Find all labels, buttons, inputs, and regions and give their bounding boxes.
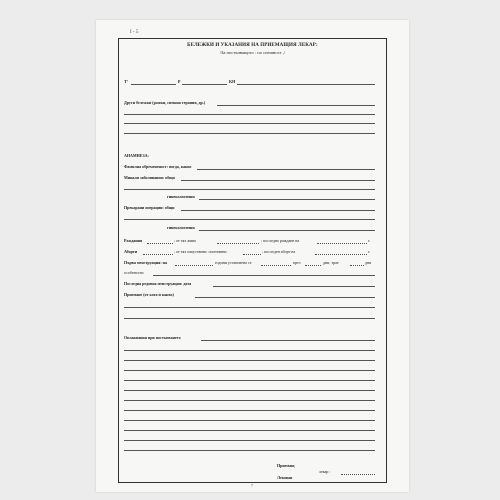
temperature-label: T° (124, 79, 129, 84)
surgeries-line (181, 210, 375, 211)
last-menstruation-label: Последна редовна менструация: дата (124, 281, 192, 286)
births-label: Раждания (124, 238, 143, 243)
temperature-line (131, 84, 176, 85)
abortions-dots-1 (143, 254, 173, 255)
admission-status-line-12 (124, 450, 375, 451)
admission-status-line-3 (124, 360, 375, 361)
past-diseases-line (181, 180, 375, 181)
past-gyn-line (199, 199, 375, 200)
admission-status-label: Оплаквания при постъпването (124, 335, 181, 340)
blood-pressure-line (237, 84, 375, 85)
births-dots-1 (147, 243, 173, 244)
abortions-last-label: ; последен аборт на (262, 249, 296, 254)
admitting-doctor-label: Приемащ (277, 463, 295, 468)
menstruation-days-label: дни, трае (323, 260, 339, 265)
menstruation-label: Първа менструация: на (124, 260, 167, 265)
other-notes-line-4 (124, 133, 375, 134)
other-notes-label: Други бележки (рожки, спешна терапия, др.) (124, 100, 206, 105)
complaints-line (195, 297, 375, 298)
births-year-label: г. (368, 238, 371, 243)
doctor-suffix-label: лекар : (319, 469, 331, 474)
past-gyn-label: гинекологични (167, 194, 195, 199)
treating-doctor-label: Лекован (277, 475, 293, 480)
menstruation-dots-2 (261, 265, 291, 266)
admission-status-line-7 (124, 400, 375, 401)
particulars-label: особености (124, 270, 144, 275)
menstruation-dots-3 (305, 265, 321, 266)
admission-status-line-11 (124, 440, 375, 441)
page-number: 7 (251, 483, 253, 488)
last-menstruation-line (213, 286, 375, 287)
admission-status-line-4 (124, 370, 375, 371)
surgeries-line-2 (124, 219, 375, 220)
form-frame (118, 38, 387, 483)
abortions-year-label: г. (368, 249, 371, 254)
complaints-label: Приемане (от кога и какво) (124, 292, 174, 297)
births-dots-2 (217, 243, 259, 244)
page-subtitle: /За постъпващото : по спешност ,/ (219, 50, 286, 55)
births-dots-3 (317, 243, 367, 244)
abortions-label: Аборти (124, 249, 138, 254)
other-notes-line-3 (124, 123, 375, 124)
abortions-induced-label: ; от тях изкуствени: спонтанни (174, 249, 227, 254)
other-notes-line-2 (124, 114, 375, 115)
complaints-line-2 (124, 307, 375, 308)
past-diseases-label: Минали заболявания: общи (124, 175, 175, 180)
births-last-label: ; последно раждане на (261, 238, 300, 243)
blood-pressure-label: KH (229, 79, 236, 84)
pulse-label: P (178, 79, 181, 84)
abortions-dots-3 (315, 254, 367, 255)
menstruation-every-label: през (293, 260, 301, 265)
births-alive-label: ; от тях живо (174, 238, 197, 243)
admission-status-line-2 (124, 350, 375, 351)
pulse-line (182, 84, 227, 85)
family-history-label: Фамилна обремененост: вогда, какво (124, 164, 192, 169)
particulars-line (153, 275, 375, 276)
complaints-line-3 (124, 318, 375, 319)
form-code: I - 5 (130, 30, 139, 35)
other-notes-line (217, 105, 375, 106)
surgeries-label: Прекарани операции: общи (124, 205, 175, 210)
admission-status-line-9 (124, 420, 375, 421)
admission-status-line (201, 340, 375, 341)
menstruation-dots-1 (175, 265, 213, 266)
form-page (96, 20, 409, 492)
abortions-dots-2 (243, 254, 261, 255)
admission-status-line-10 (124, 430, 375, 431)
menstruation-duration-label: дни (365, 260, 372, 265)
anamnesis-heading: АНАМНЕЗА: (124, 153, 149, 158)
admission-status-line-8 (124, 410, 375, 411)
menstruation-established-label: години установена се (215, 260, 252, 265)
past-diseases-line-2 (124, 189, 375, 190)
admission-status-line-6 (124, 390, 375, 391)
admission-status-line-5 (124, 380, 375, 381)
family-history-line (197, 169, 375, 170)
page-title: БЕЛЕЖКИ И УКАЗАНИЯ НА ПРИЕМАЩИЯ ЛЕКАР: (187, 43, 318, 48)
menstruation-dots-4 (350, 265, 364, 266)
doctor-signature-dots (341, 474, 375, 475)
surgeries-gyn-line (199, 230, 375, 231)
surgeries-gyn-label: гинекологични (167, 225, 195, 230)
